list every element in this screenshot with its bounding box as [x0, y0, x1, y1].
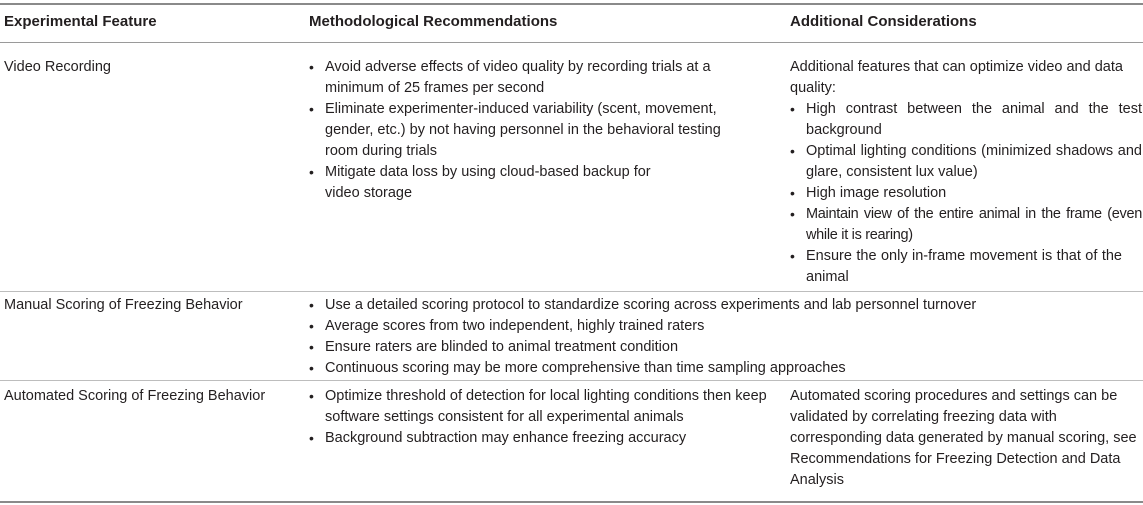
list-item: • Use a detailed scoring protocol to standardize scoring across experiments and lab personnel turnover	[307, 295, 1127, 316]
list-item: • High contrast between the animal and the test background	[788, 99, 1142, 141]
list-item: • Eliminate experimenter-induced variability (scent, movement, gender, etc.) by not having personnel in the behavioral testing room during trials	[307, 99, 737, 162]
row-video-recording-considerations	[790, 57, 1140, 99]
list-item: • Maintain view of the entire animal in the frame (even while it is rearing)	[788, 204, 1142, 246]
header-experimental-feature: Experimental Feature	[4, 13, 157, 30]
table-bottom-rule	[0, 501, 1143, 503]
list-item: • High image resolution	[788, 183, 1142, 204]
row-manual-scoring-recommendations	[307, 295, 1127, 379]
row-automated-scoring-considerations: Automated scoring procedures and settings can be validated by correlating freezing data with corresponding data generated by manual scoring, see Recommendations for Freezing Detection and Data Analysis	[790, 388, 1137, 488]
row-manual-scoring-feature: Manual Scoring of Freezing Behavior	[4, 297, 243, 313]
table-top-rule	[0, 3, 1143, 5]
row-video-recording-consideration-list	[788, 99, 1142, 288]
row-divider	[0, 380, 1143, 381]
list-item: • Avoid adverse effects of video quality by recording trials at a minimum of 25 frames per second	[307, 57, 737, 99]
list-item: • Optimal lighting conditions (minimized shadows and glare, consistent lux value)	[788, 141, 1142, 183]
row-divider	[0, 291, 1143, 292]
row-automated-scoring-recommendations	[307, 386, 767, 449]
row-automated-scoring-feature: Automated Scoring of Freezing Behavior	[4, 388, 266, 404]
header-additional-considerations: Additional Considerations	[790, 13, 977, 30]
row-video-recording-feature: Video Recording	[4, 59, 111, 75]
header-rule	[0, 42, 1143, 43]
list-item: • Background subtraction may enhance freezing accuracy	[307, 428, 767, 449]
considerations-intro: Additional features that can optimize video and data quality:	[790, 59, 1123, 96]
list-item: • Ensure the only in-frame movement is that of the animal	[788, 246, 1142, 288]
row-video-recording-recommendations	[307, 57, 737, 204]
list-item: • Mitigate data loss by using cloud-based backup for video storage	[307, 162, 737, 204]
list-item: • Ensure raters are blinded to animal treatment condition	[307, 337, 1127, 358]
header-methodological-recommendations: Methodological Recommendations	[309, 13, 558, 30]
list-item: • Optimize threshold of detection for local lighting conditions then keep software settings consistent for all experimental animals	[307, 386, 767, 428]
list-item: • Continuous scoring may be more comprehensive than time sampling approaches	[307, 358, 1127, 379]
list-item: • Average scores from two independent, highly trained raters	[307, 316, 1127, 337]
